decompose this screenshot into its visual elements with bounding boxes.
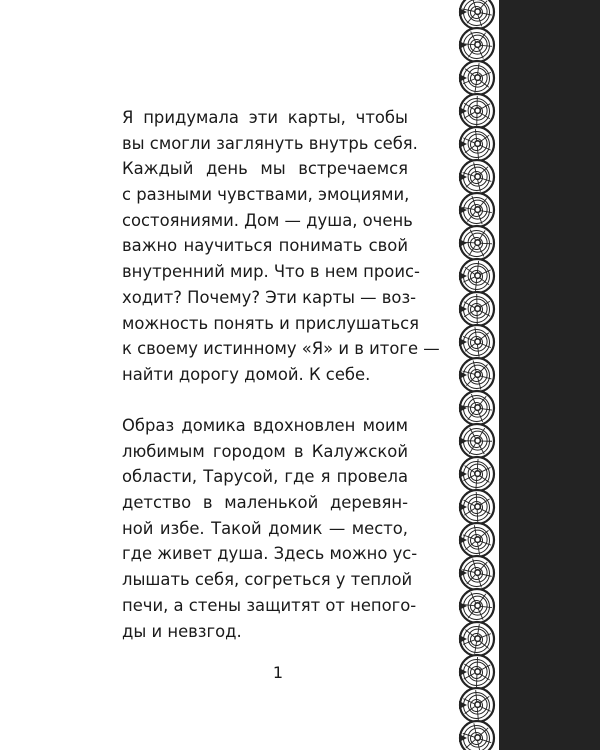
text-line: вы смогли заглянуть внутрь себя. — [122, 133, 418, 153]
tree-ring-ornament-icon — [459, 259, 494, 293]
page-number: 1 — [272, 663, 284, 682]
text-line: печи, а стены защитят от непого- — [122, 595, 417, 615]
tree-ring-ornament-icon — [459, 127, 494, 161]
text-line: Я придумала эти карты, чтобы — [122, 108, 408, 127]
tree-ring-ornament-icon — [459, 94, 494, 128]
tree-ring-ornament-icon — [459, 424, 494, 458]
tree-ring-ornament-icon — [459, 490, 494, 524]
text-line: состояниями. Дом — душа, очень — [122, 210, 413, 230]
tree-ring-ornament-icon — [459, 28, 494, 62]
text-line: ной избе. Такой домик — место, — [122, 518, 408, 538]
text-line: детство в маленькой деревян- — [122, 493, 408, 513]
paragraph-2 — [122, 413, 418, 644]
tree-ring-ornament-icon — [459, 721, 494, 750]
tree-ring-ornament-icon — [459, 655, 494, 689]
tree-ring-ornament-icon — [459, 226, 494, 260]
tree-ring-ornament-icon — [459, 688, 494, 722]
text-line: где живет душа. Здесь можно ус- — [122, 544, 418, 564]
tree-ring-ornament-icon — [459, 0, 494, 29]
tree-ring-ornament-icon — [459, 61, 494, 95]
tree-ring-ornament-icon — [459, 160, 494, 194]
text-line: ходит? Почему? Эти карты — воз- — [122, 287, 417, 307]
text-line: Образ домика вдохновлен моим — [122, 416, 408, 435]
ornament-column — [459, 0, 494, 750]
text-line: ды и невзгод. — [122, 621, 242, 641]
tree-ring-ornament-icon — [459, 325, 494, 359]
text-line: внутренний мир. Что в нем проис- — [122, 262, 420, 282]
tree-ring-ornament-icon — [459, 391, 494, 425]
paragraph-1 — [122, 105, 440, 388]
text-line: любимым городом в Калужской — [122, 441, 408, 461]
text-line: важно научиться понимать свой — [122, 236, 408, 256]
text-line: найти дорогу домой. К себе. — [122, 364, 371, 384]
tree-ring-ornament-icon — [459, 556, 494, 590]
tree-ring-ornament-icon — [459, 622, 494, 656]
tree-ring-ornament-icon — [459, 457, 494, 491]
text-line: лышать себя, согреться у теплой — [122, 570, 413, 590]
border-band — [499, 0, 600, 750]
text-line: к своему истинному «Я» и в итоге — — [122, 339, 440, 359]
tree-ring-ornament-icon — [459, 589, 494, 623]
tree-ring-ornament-icon — [459, 358, 494, 392]
text-line: области, Тарусой, где я провела — [122, 467, 408, 487]
tree-ring-ornament-icon — [459, 193, 494, 227]
text-line: Каждый день мы встречаемся — [122, 159, 408, 179]
text-line: с разными чувствами, эмоциями, — [122, 185, 410, 205]
tree-ring-ornament-icon — [459, 523, 494, 557]
decorative-border — [455, 0, 600, 750]
text-line: можность понять и прислушаться — [122, 313, 420, 333]
tree-ring-ornament-icon — [459, 292, 494, 326]
